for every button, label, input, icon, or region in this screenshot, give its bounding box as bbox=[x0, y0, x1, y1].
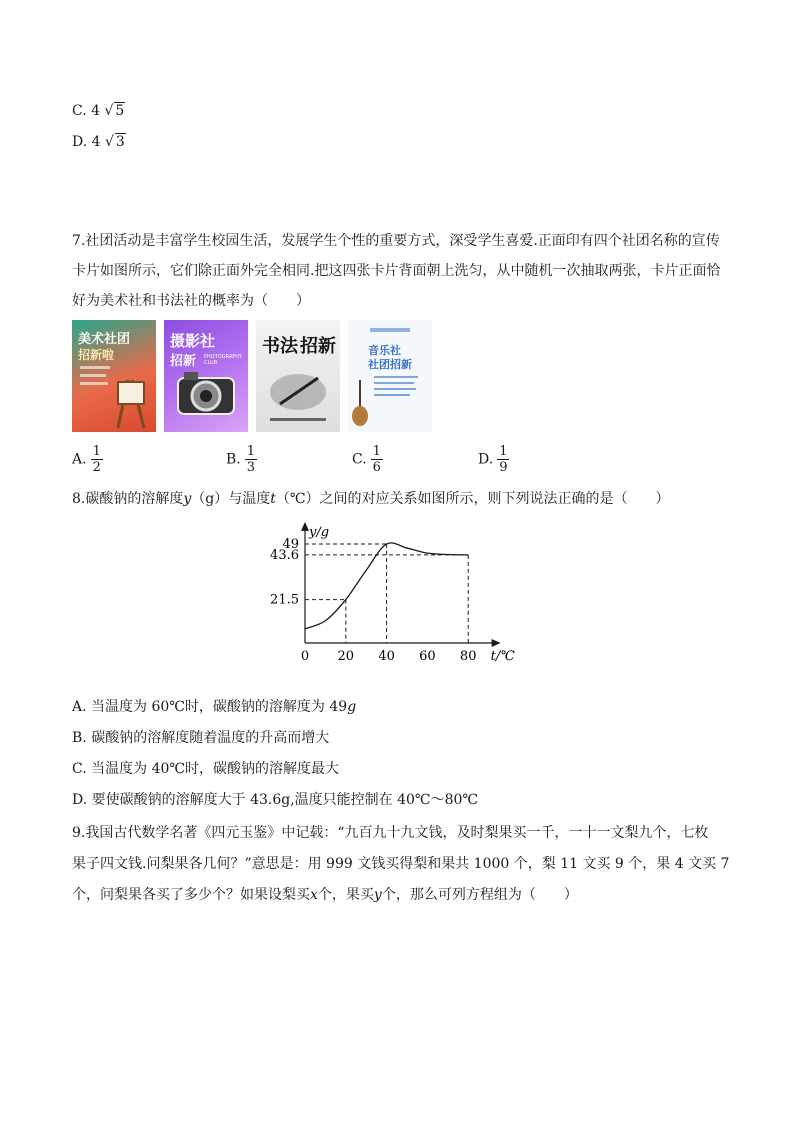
q7-line-1: 7.社团活动是丰富学生校园生活，发展学生个性的重要方式，深受学生喜爱.正面印有四个社团名称的宣传 bbox=[72, 233, 720, 249]
option-c-prev: C. 4 √ 5 bbox=[72, 103, 125, 119]
q7-line-2: 卡片如图所示，它们除正面外完全相同.把这四张卡片背面朝上洗匀，从中随机一次抽取两张，卡片正面恰 bbox=[72, 263, 721, 279]
option-d-prev: D. 4 √ 3 bbox=[72, 134, 125, 150]
x-axis-arrow bbox=[492, 639, 501, 647]
q7-option-c: C. $\frac{1}{6}$ bbox=[352, 444, 381, 475]
q7-option-a: A. $\frac{1}{2}$ bbox=[72, 444, 101, 475]
q9-line-1: 9.我国古代数学名著《四元玉鉴》中记载：“九百九十九文钱，及时梨果买一千，一十一文梨九个，七枚 bbox=[72, 825, 709, 841]
q9-line-3: 个，问梨果各买了多少个？如果设梨买x个，果买y个，那么可列方程组为（ ） bbox=[72, 887, 578, 903]
guitar-icon bbox=[348, 320, 432, 432]
solubility-chart bbox=[270, 508, 530, 668]
q8-option-b: B. 碳酸钠的溶解度随着温度的升高而增大 bbox=[72, 730, 330, 746]
easel-icon bbox=[72, 320, 156, 432]
q8-option-a: A. 当温度为 60℃时，碳酸钠的溶解度为 49g bbox=[72, 699, 357, 715]
q8-stem: 8.碳酸钠的溶解度y（g）与温度t（℃）之间的对应关系如图所示，则下列说法正确的是（ ） bbox=[72, 491, 670, 507]
y-tick-label: 49 bbox=[282, 537, 299, 553]
sqrt-symbol: √ 5 bbox=[104, 103, 125, 119]
x-tick-label: 20 bbox=[337, 649, 355, 664]
photo-club-poster-icon: 摄影社 招新 PHOTOGRAPHY CLUB bbox=[164, 320, 248, 432]
music-club-poster-icon: 音乐社 社团招新 bbox=[348, 320, 432, 432]
y-tick-label: 21.5 bbox=[270, 592, 299, 608]
y-axis-label: y/g bbox=[309, 524, 330, 540]
brush-icon bbox=[256, 320, 340, 432]
q8-option-d: D. 要使碳酸钠的溶解度大于 43.6g,温度只能控制在 40℃～80℃ bbox=[72, 792, 479, 808]
q7-option-d: D. $\frac{1}{9}$ bbox=[478, 444, 508, 475]
camera-icon bbox=[164, 320, 248, 432]
x-tick-label: 0 bbox=[300, 649, 310, 664]
x-tick-label: 40 bbox=[378, 649, 395, 664]
x-axis-label: t/℃ bbox=[490, 649, 515, 664]
x-tick-label: 80 bbox=[459, 649, 477, 664]
q9-line-2: 果子四文钱.问梨果各几何？”意思是：用 999 文钱买得梨和果共 1000 个，梨 11 文买 9 个，果 4 文买 7 bbox=[72, 856, 730, 872]
calligraphy-club-poster-icon: 书法 招新 bbox=[256, 320, 340, 432]
y-axis-arrow bbox=[301, 522, 309, 531]
art-club-poster-icon: 美术社团 招新啦 bbox=[72, 320, 156, 432]
q7-line-3: 好为美术社和书法社的概率为（ ） bbox=[72, 293, 310, 309]
sqrt-symbol: √ 3 bbox=[105, 134, 125, 150]
q8-option-c: C. 当温度为 40℃时，碳酸钠的溶解度最大 bbox=[72, 761, 340, 777]
q7-option-b: B. $\frac{1}{3}$ bbox=[226, 444, 256, 475]
x-tick-label: 60 bbox=[419, 649, 436, 664]
y-tick-label: 43.6 bbox=[270, 547, 299, 563]
